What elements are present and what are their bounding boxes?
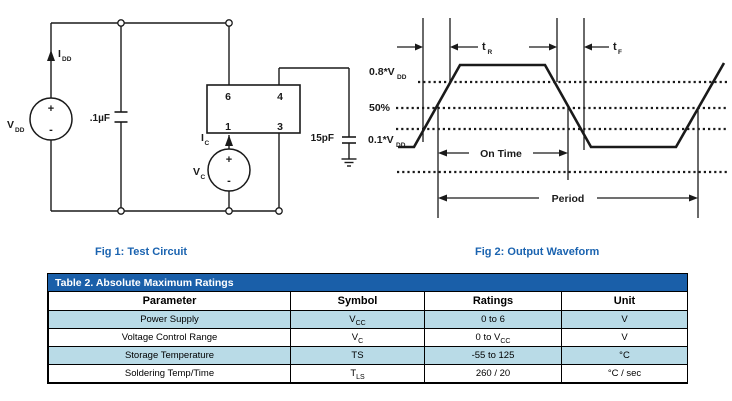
fig2-caption: Fig 2: Output Waveform <box>475 246 600 258</box>
t-rise-label-sub: R <box>487 49 493 56</box>
cell-unit: V <box>562 311 688 329</box>
col-header-parameter: Parameter <box>49 292 291 311</box>
bypass-cap-label: .1µF <box>89 113 110 124</box>
cell-rating: 260 / 20 <box>425 365 562 383</box>
vdd-label: V <box>7 119 15 131</box>
t-rise-arrow-left-icon <box>450 44 458 51</box>
table-title-bar: Table 2. Absolute Maximum Ratings <box>48 274 687 291</box>
fig1-test-circuit <box>0 0 366 240</box>
t-rise-arrow-right-icon <box>415 44 423 51</box>
on-time-arrow-right-icon <box>559 150 568 157</box>
vc-plus-sign: + <box>225 154 233 166</box>
cell-unit: °C <box>562 347 688 365</box>
cell-symbol: $T_{LS}$ <box>291 365 425 383</box>
pin6-label: 6 <box>225 91 231 103</box>
col-header-symbol: Symbol <box>291 292 425 311</box>
cell-rating: 0 to $V_{CC}$ <box>425 329 562 347</box>
ic-label-sub: C <box>204 140 210 147</box>
t-fall-label: t <box>613 41 617 53</box>
cell-unit: °C / sec <box>562 365 688 383</box>
cell-symbol: $V_{CC}$ <box>291 311 425 329</box>
table-row <box>49 311 688 329</box>
level-high-label: 0.8*V <box>369 66 395 78</box>
col-header-unit: Unit <box>562 292 688 311</box>
pin1-label: 1 <box>225 121 231 133</box>
cell-parameter: Power Supply <box>49 311 291 329</box>
table-row <box>49 347 688 365</box>
fig2-output-waveform <box>366 0 732 240</box>
table-header-row <box>49 292 688 311</box>
dut-ic-box <box>207 85 300 133</box>
fig1-caption: Fig 1: Test Circuit <box>95 246 188 258</box>
cell-unit: V <box>562 329 688 347</box>
level-mid-label: 50% <box>369 102 391 114</box>
vdd-plus-sign: + <box>47 103 55 115</box>
output-waveform-trace <box>398 63 724 147</box>
cell-symbol: $V_C$ <box>291 329 425 347</box>
idd-arrow-icon <box>47 50 55 61</box>
t-fall-label-sub: F <box>618 49 622 56</box>
table-row <box>49 365 688 383</box>
t-rise-label: t <box>482 41 486 53</box>
pin4-label: 4 <box>277 91 283 103</box>
bypass-capacitor <box>115 112 128 122</box>
pin3-label: 3 <box>277 121 283 133</box>
load-cap-label: 15pF <box>310 133 334 144</box>
level-low-label-sub: DD <box>396 142 406 149</box>
measurement-lines <box>423 18 698 218</box>
vdd-label-sub: DD <box>15 127 25 134</box>
abs-max-ratings-table <box>47 273 688 384</box>
cell-parameter: Voltage Control Range <box>49 329 291 347</box>
on-time-label: On Time <box>480 148 522 160</box>
idd-label: I <box>58 48 61 60</box>
col-header-ratings: Ratings <box>425 292 562 311</box>
cell-parameter: Soldering Temp/Time <box>49 365 291 383</box>
level-low-label: 0.1*V <box>368 134 394 146</box>
cell-parameter: Storage Temperature <box>49 347 291 365</box>
cell-symbol: TS <box>291 347 425 365</box>
vc-label-sub: C <box>200 174 206 181</box>
vc-minus-sign: - <box>227 175 231 187</box>
table-row <box>49 329 688 347</box>
on-time-arrow-left-icon <box>438 150 447 157</box>
vdd-minus-sign: - <box>49 124 53 136</box>
period-arrow-right-icon <box>689 195 698 202</box>
cell-rating: -55 to 125 <box>425 347 562 365</box>
vc-label: V <box>193 166 201 178</box>
ic-arrow-icon <box>225 135 233 146</box>
t-fall-arrow-left-icon <box>584 44 592 51</box>
idd-label-sub: DD <box>62 56 72 63</box>
ground-symbol-icon <box>342 159 357 166</box>
t-fall-arrow-right-icon <box>549 44 557 51</box>
level-high-label-sub: DD <box>397 74 407 81</box>
period-arrow-left-icon <box>438 195 447 202</box>
load-capacitor <box>342 137 356 143</box>
ic-label: I <box>201 132 204 144</box>
cell-rating: 0 to 6 <box>425 311 562 329</box>
period-label: Period <box>551 193 585 205</box>
